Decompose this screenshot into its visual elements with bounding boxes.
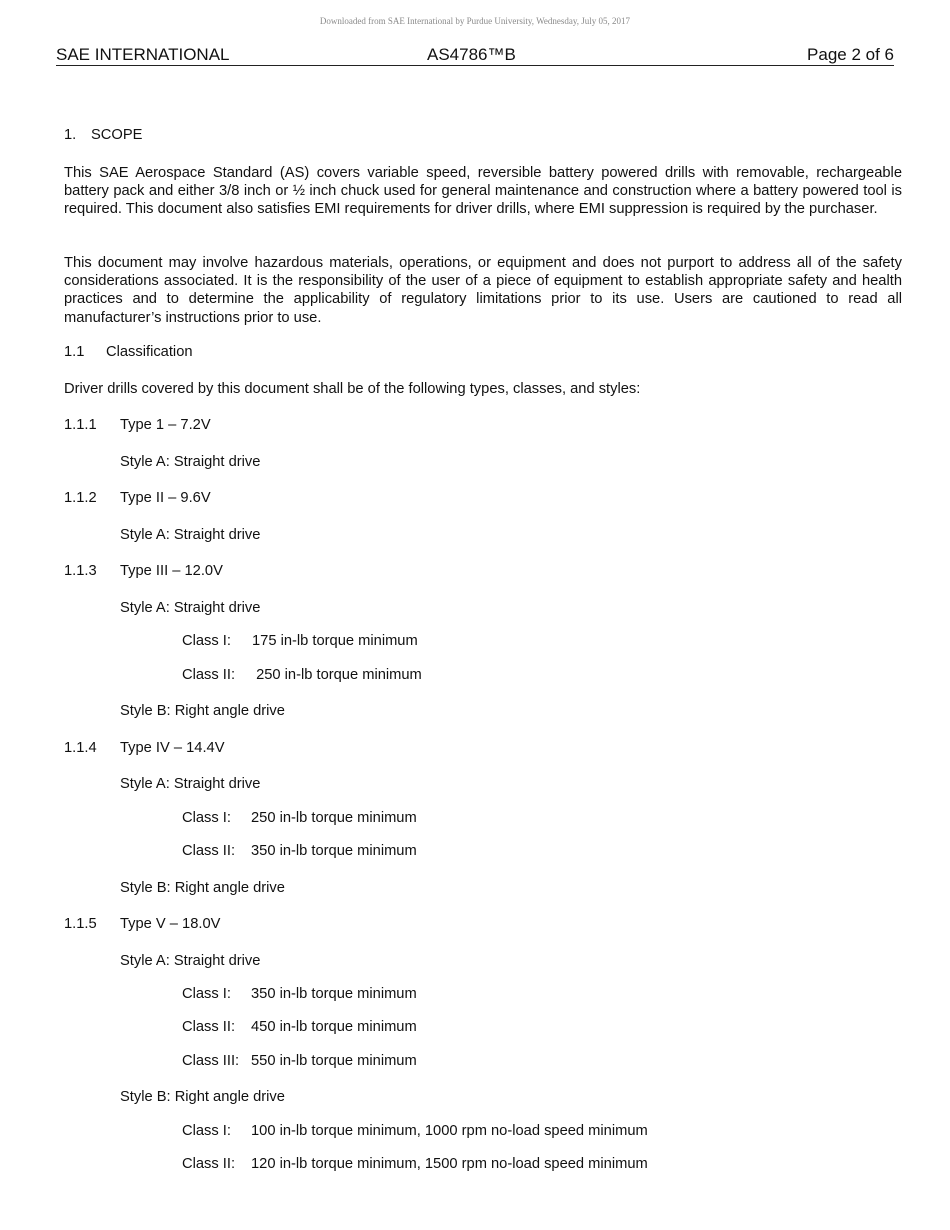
type-label: Type III – 12.0V bbox=[120, 563, 223, 579]
class-label: Class I: bbox=[182, 633, 231, 649]
style-label: Style A: Straight drive bbox=[120, 600, 261, 616]
scope-paragraph-1: This SAE Aerospace Standard (AS) covers variable speed, reversible battery powered drills with removable, rechargeable battery pack and either 3/8 inch or ½ inch chuck used for general maintenance and construction where a battery powered tool is required. This document also satisfies EMI requirements for driver drills, where EMI suppression is required by the purchaser. bbox=[64, 165, 902, 218]
header-page-number: Page 2 of 6 bbox=[807, 45, 894, 64]
page-header bbox=[56, 43, 894, 66]
style-label: Style A: Straight drive bbox=[120, 953, 261, 969]
style-label: Style B: Right angle drive bbox=[120, 703, 285, 719]
type-number: 1.1.4 bbox=[64, 740, 97, 756]
class-spec: 550 in-lb torque minimum bbox=[251, 1053, 417, 1069]
class-spec: 350 in-lb torque minimum bbox=[251, 986, 417, 1002]
class-label: Class II: bbox=[182, 667, 236, 683]
style-label: Style B: Right angle drive bbox=[120, 1089, 285, 1105]
header-org: SAE INTERNATIONAL bbox=[56, 45, 230, 64]
class-label: Class I: bbox=[182, 810, 231, 826]
class-label: Class I: bbox=[182, 1123, 231, 1139]
class-spec: 250 in-lb torque minimum bbox=[251, 810, 417, 826]
scope-paragraph-2: This document may involve hazardous materials, operations, or equipment and does not purport to address all of the safety considerations associated. It is the responsibility of the user of a piece of equipment to establish appropriate safety and health practices and to determine the applicability of regulatory limitations prior to its use. Users are cautioned to read all manufacturer’s instructions prior to use. bbox=[64, 255, 902, 326]
classification-intro: Driver drills covered by this document shall be of the following types, classes, and styles: bbox=[64, 381, 641, 397]
type-label: Type 1 – 7.2V bbox=[120, 417, 211, 433]
style-label: Style A: Straight drive bbox=[120, 776, 261, 792]
type-label: Type IV – 14.4V bbox=[120, 740, 225, 756]
class-spec: 120 in-lb torque minimum, 1500 rpm no-load speed minimum bbox=[251, 1156, 648, 1172]
style-label: Style A: Straight drive bbox=[120, 454, 261, 470]
class-label: Class III: bbox=[182, 1053, 240, 1069]
type-number: 1.1.5 bbox=[64, 916, 97, 932]
type-number: 1.1.1 bbox=[64, 417, 97, 433]
class-label: Class II: bbox=[182, 1019, 236, 1035]
class-spec: 100 in-lb torque minimum, 1000 rpm no-load speed minimum bbox=[251, 1123, 648, 1139]
class-spec: 250 in-lb torque minimum bbox=[252, 667, 422, 683]
type-label: Type II – 9.6V bbox=[120, 490, 211, 506]
section-number: 1. bbox=[64, 127, 77, 143]
style-label: Style B: Right angle drive bbox=[120, 880, 285, 896]
class-label: Class I: bbox=[182, 986, 231, 1002]
class-label: Class II: bbox=[182, 1156, 236, 1172]
subsection-number: 1.1 bbox=[64, 344, 85, 360]
section-title: SCOPE bbox=[91, 127, 143, 143]
type-number: 1.1.2 bbox=[64, 490, 97, 506]
subsection-title: Classification bbox=[106, 344, 193, 360]
class-spec: 350 in-lb torque minimum bbox=[251, 843, 417, 859]
header-doc-id: AS4786™B bbox=[427, 45, 516, 64]
class-spec: 175 in-lb torque minimum bbox=[252, 633, 418, 649]
type-label: Type V – 18.0V bbox=[120, 916, 221, 932]
class-spec: 450 in-lb torque minimum bbox=[251, 1019, 417, 1035]
style-label: Style A: Straight drive bbox=[120, 527, 261, 543]
type-number: 1.1.3 bbox=[64, 563, 97, 579]
class-label: Class II: bbox=[182, 843, 236, 859]
download-notice: Downloaded from SAE International by Purdue University, Wednesday, July 05, 2017 bbox=[319, 16, 631, 26]
